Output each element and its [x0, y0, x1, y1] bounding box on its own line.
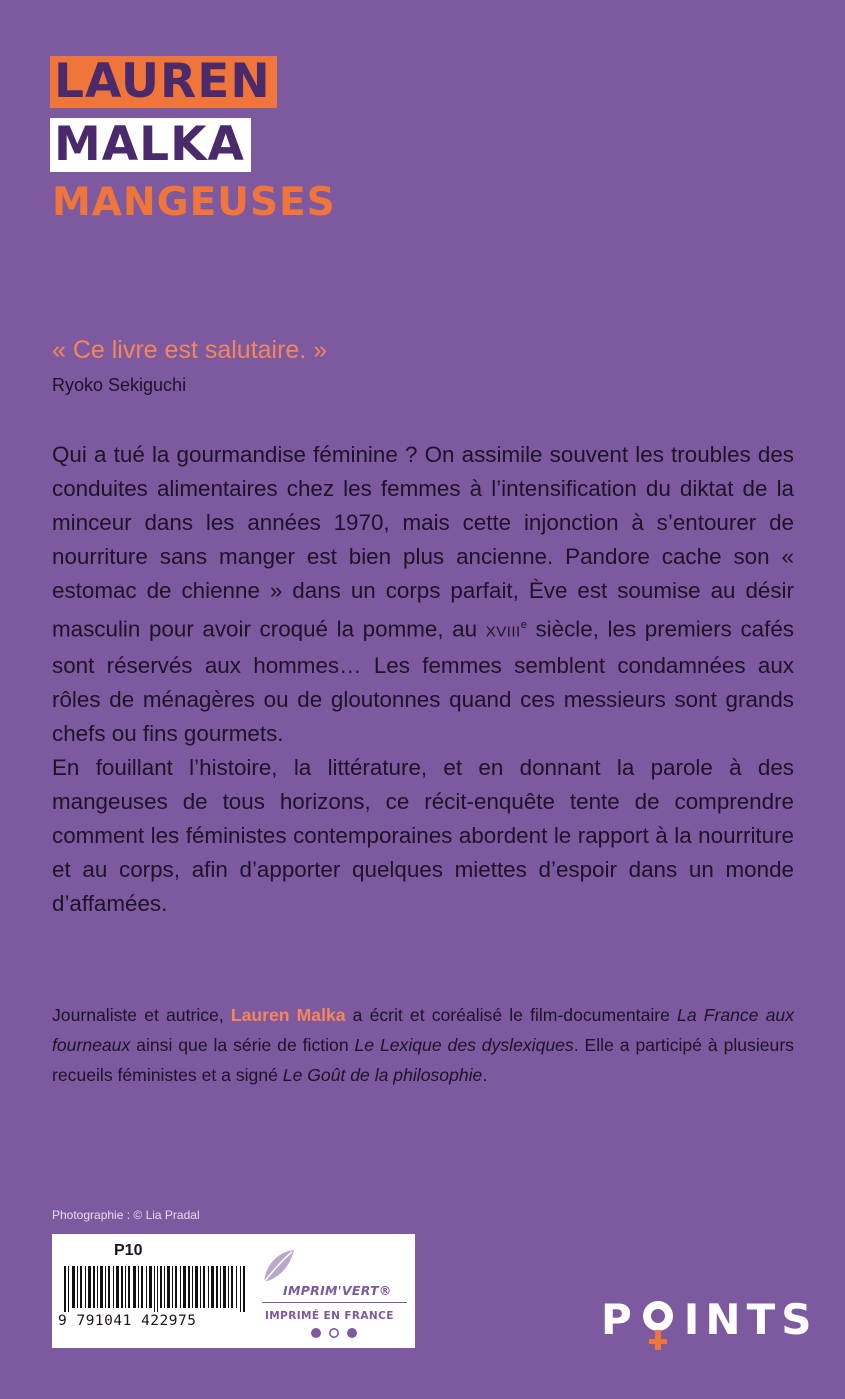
publisher-logo: [601, 1295, 818, 1352]
blurb-text: Qui a tué la gourmandise féminine ? On assimile souvent les troubles des conduites alimentaires chez les femmes à l’intensification du diktat de la minceur dans les années 1970, mais cette injonction à s’entourer de nourriture sans manger est bien plus ancienne. Pandore cache son « estomac de chienne » dans un corps parfait, Ève est soumise au désir masculin pour avoir croqué la pomme, au: [52, 442, 794, 642]
author-bio: [52, 1000, 794, 1090]
bio-text: .: [482, 1065, 488, 1085]
bio-text: . Elle a participé à plusieurs recueils féministes et a signé: [52, 1035, 794, 1085]
quote-author: Ryoko Sekiguchi: [52, 375, 187, 395]
barcode-panel: [52, 1234, 415, 1348]
blurb-paragraph-1: [52, 438, 794, 751]
price-code: P10: [114, 1242, 143, 1259]
isbn-number: 9 791041 422975: [58, 1313, 197, 1329]
century-numeral: XVIII: [485, 623, 521, 641]
blurb-paragraph-2: En fouillant l’histoire, la littérature, et en donnant la parole à des mangeuses de tous horizons, ce récit-enquête tente de comprendre comment les féministes contemporaines abordent le rapport à la nourriture et au corps, afin d’apporter quelques miettes d’espoir dans un monde d’affamées.: [52, 755, 794, 917]
photo-credit: Photographie : © Lia Pradal: [52, 1208, 200, 1222]
dots-icon: [310, 1327, 360, 1339]
publisher-name: [601, 1295, 813, 1344]
book-title: MANGEUSES: [52, 180, 336, 225]
leaf-icon: [258, 1246, 298, 1286]
author-last-name: MALKA: [50, 118, 251, 172]
barcode-icon: [64, 1266, 249, 1312]
bio-author-name: Lauren Malka: [230, 1005, 346, 1025]
century-superscript: e: [520, 619, 527, 631]
bio-text: ainsi que la série de fiction: [130, 1035, 355, 1055]
printed-in-france-label: IMPRIMÉ EN FRANCE: [265, 1310, 394, 1322]
divider: [262, 1302, 407, 1303]
imprim-vert-label: IMPRIM'VERT®: [283, 1283, 392, 1298]
bio-text: Journaliste et autrice,: [52, 1005, 231, 1025]
bio-work-title: Le Goût de la philosophie: [282, 1065, 483, 1085]
bio-work-title: Le Lexique des dyslexiques: [354, 1035, 574, 1055]
publisher-ints: INTS: [683, 1295, 818, 1344]
author-first-name: LAUREN: [50, 56, 277, 108]
bio-work-title: La France aux fourneaux: [52, 1005, 794, 1055]
blurb-text: siècle, les premiers cafés sont réservés aux hommes… Les femmes semblent condamnées aux rôles de ménagères ou de gloutonnes quand ces messieurs sont grands chefs ou fins gourmets.: [52, 616, 794, 747]
publisher-p: P: [601, 1295, 638, 1344]
press-quote: « Ce livre est salutaire. »: [52, 336, 328, 364]
bio-text: a écrit et coréalisé le film-documentaire: [345, 1005, 678, 1025]
back-cover-blurb: [52, 438, 794, 921]
